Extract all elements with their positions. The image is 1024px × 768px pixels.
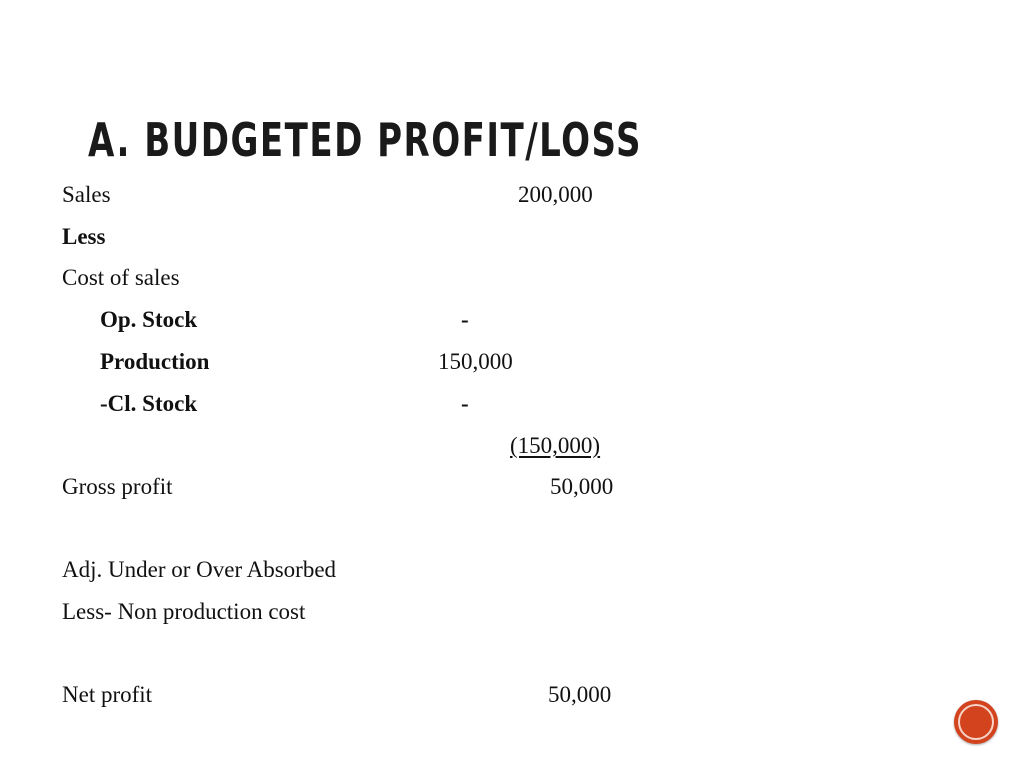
adj-under-over-absorbed-label: Adj. Under or Over Absorbed <box>62 557 337 582</box>
op-stock-label: Op. Stock <box>100 307 198 332</box>
production-value: 150,000 <box>438 349 513 374</box>
slide-nav-circle-icon[interactable] <box>954 700 998 744</box>
cost-of-sales-label: Cost of sales <box>62 265 180 290</box>
net-profit-label: Net profit <box>62 682 153 707</box>
net-profit-value: 50,000 <box>548 682 612 707</box>
slide-title: A. BUDGETED PROFIT/LOSS <box>88 113 643 167</box>
cl-stock-value: - <box>461 391 469 416</box>
less-label: Less <box>62 224 106 249</box>
non-production-cost-label: Less- Non production cost <box>62 599 306 624</box>
sales-label: Sales <box>62 182 111 207</box>
cl-stock-label: -Cl. Stock <box>100 391 198 416</box>
gross-profit-value: 50,000 <box>550 474 614 499</box>
cost-of-sales-total: (150,000) <box>510 433 601 458</box>
production-label: Production <box>100 349 210 374</box>
sales-value: 200,000 <box>518 182 593 207</box>
op-stock-value: - <box>461 307 469 332</box>
gross-profit-label: Gross profit <box>62 474 173 499</box>
